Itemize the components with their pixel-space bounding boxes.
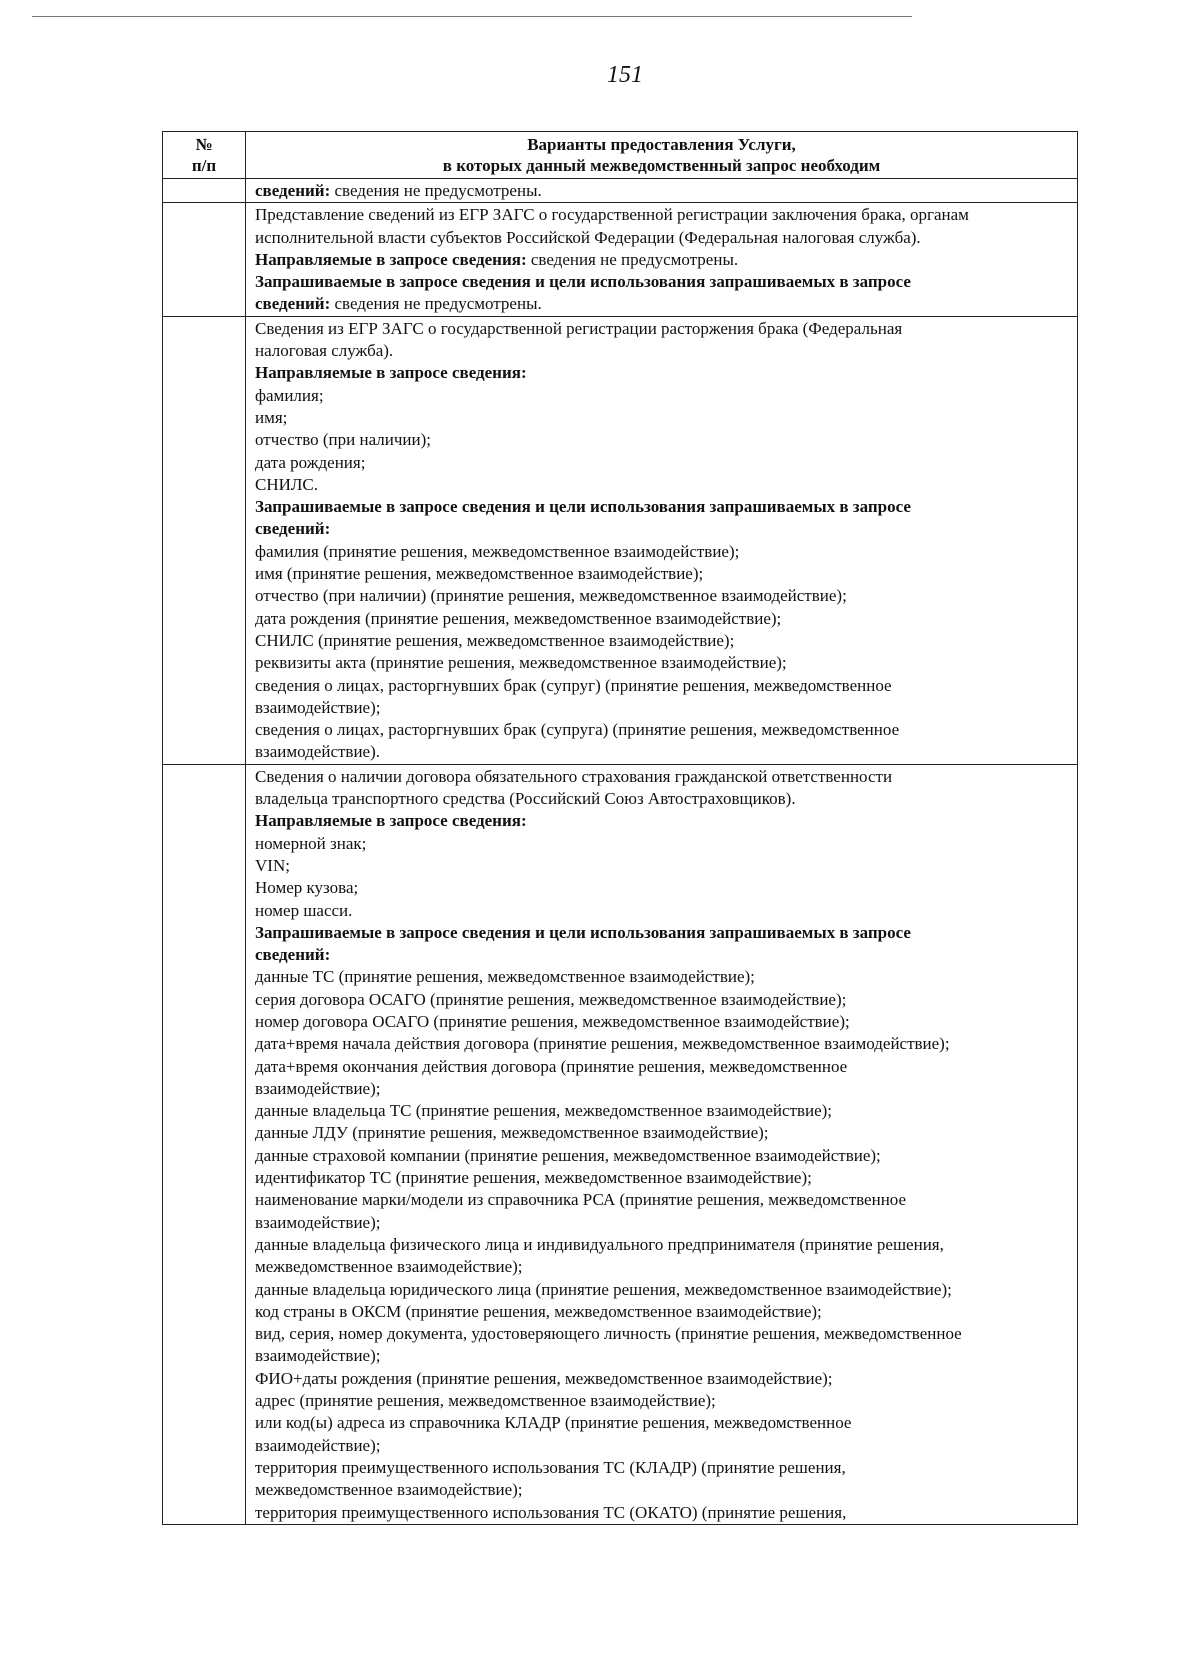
content-line [255, 741, 1071, 763]
content-line [255, 1502, 1071, 1524]
line-text: взаимодействие); [255, 1435, 381, 1455]
content-line [255, 585, 1071, 607]
content-line [255, 318, 1071, 340]
bold-label: сведений: [255, 294, 331, 314]
line-text: дата+время начала действия договора (принятие решения, межведомственное взаимодействие); [255, 1034, 950, 1054]
content-line [255, 1167, 1071, 1189]
table-row [163, 316, 1078, 764]
content-line [255, 810, 1071, 832]
header-num [163, 132, 246, 179]
row-number-cell [163, 764, 246, 1524]
content-line [255, 1189, 1071, 1211]
content-line [255, 1412, 1071, 1434]
table-row [163, 203, 1078, 316]
content-line [255, 1212, 1071, 1234]
line-text: сведения не предусмотрены. [526, 249, 739, 269]
content-line [255, 340, 1071, 362]
line-text: Сведения о наличии договора обязательного страхования гражданской ответственности [255, 766, 893, 786]
line-text: СНИЛС (принятие решения, межведомственное взаимодействие); [255, 630, 735, 650]
line-text: фамилия; [255, 385, 324, 405]
page-number: 151 [607, 62, 643, 88]
content-line [255, 429, 1071, 451]
line-text: данные владельца юридического лица (принятие решения, межведомственное взаимодействие); [255, 1279, 952, 1299]
content-line [255, 922, 1071, 944]
content-line [255, 293, 1071, 315]
line-text: сведения о лицах, расторгнувших брак (супруга) (принятие решения, межведомственное [255, 720, 900, 740]
content-line [255, 877, 1071, 899]
line-text: серия договора ОСАГО (принятие решения, межведомственное взаимодействие); [255, 989, 847, 1009]
line-text: взаимодействие); [255, 1346, 381, 1366]
bold-label: Запрашиваемые в запросе сведения и цели использования запрашиваемых в запросе [255, 922, 911, 942]
line-text: данные ЛДУ (принятие решения, межведомственное взаимодействие); [255, 1123, 769, 1143]
bold-label: Запрашиваемые в запросе сведения и цели использования запрашиваемых в запросе [255, 497, 911, 517]
line-text: Представление сведений из ЕГР ЗАГС о государственной регистрации заключения брака, органам [255, 205, 969, 225]
bold-label: Запрашиваемые в запросе сведения и цели использования запрашиваемых в запросе [255, 272, 911, 292]
header-num-line2: п/п [191, 156, 217, 175]
content-line [255, 944, 1071, 966]
line-text: номер договора ОСАГО (принятие решения, межведомственное взаимодействие); [255, 1011, 850, 1031]
content-line [255, 385, 1071, 407]
line-text: данные страховой компании (принятие решения, межведомственное взаимодействие); [255, 1145, 881, 1165]
line-text: взаимодействие). [255, 742, 381, 762]
content-line [255, 1100, 1071, 1122]
header-title-line2: в которых данный межведомственный запрос необходим [442, 156, 881, 175]
content-line [255, 697, 1071, 719]
bold-label: сведений: [255, 519, 331, 539]
content-line [255, 1279, 1071, 1301]
line-text: дата+время окончания действия договора (принятие решения, межведомственное [255, 1056, 848, 1076]
content-line [255, 1011, 1071, 1033]
line-text: межведомственное взаимодействие); [255, 1257, 523, 1277]
row-number-cell [163, 203, 246, 316]
row-number-cell [163, 179, 246, 203]
line-text: взаимодействие); [255, 697, 381, 717]
content-line [255, 855, 1071, 877]
line-text: фамилия (принятие решения, межведомственное взаимодействие); [255, 541, 740, 561]
line-text: дата рождения; [255, 452, 366, 472]
content-line [255, 766, 1071, 788]
line-text: или код(ы) адреса из справочника КЛАДР (принятие решения, межведомственное [255, 1413, 852, 1433]
header-num-line1: № [195, 135, 213, 154]
line-text: владельца транспортного средства (Российский Союз Автостраховщиков). [255, 789, 796, 809]
content-line [255, 1435, 1071, 1457]
line-text: СНИЛС. [255, 474, 319, 494]
content-line [255, 1390, 1071, 1412]
bold-label: Направляемые в запросе сведения: [255, 811, 527, 831]
header-title [246, 132, 1078, 179]
row-content-cell [246, 179, 1078, 203]
line-text: данные владельца ТС (принятие решения, межведомственное взаимодействие); [255, 1101, 833, 1121]
line-text: взаимодействие); [255, 1212, 381, 1232]
services-table [162, 131, 1078, 1525]
content-line [255, 474, 1071, 496]
content-line [255, 1122, 1071, 1144]
line-text: наименование марки/модели из справочника РСА (принятие решения, межведомственное [255, 1190, 907, 1210]
content-line [255, 833, 1071, 855]
line-text: дата рождения (принятие решения, межведомственное взаимодействие); [255, 608, 782, 628]
line-text: VIN; [255, 855, 290, 875]
content-line [255, 541, 1071, 563]
line-text: реквизиты акта (принятие решения, межведомственное взаимодействие); [255, 653, 787, 673]
content-line [255, 1457, 1071, 1479]
row-content-cell [246, 203, 1078, 316]
line-text: имя; [255, 407, 288, 427]
content-line [255, 204, 1071, 226]
line-text: идентификатор ТС (принятие решения, межведомственное взаимодействие); [255, 1168, 812, 1188]
line-text: взаимодействие); [255, 1078, 381, 1098]
content-line [255, 362, 1071, 384]
line-text: вид, серия, номер документа, удостоверяющего личность (принятие решения, межведомственное [255, 1324, 962, 1344]
content-line [255, 966, 1071, 988]
content-line [255, 249, 1071, 271]
content-line [255, 407, 1071, 429]
bold-label: сведений: [255, 181, 331, 200]
line-text: налоговая служба). [255, 341, 394, 361]
line-text: код страны в ОКСМ (принятие решения, межведомственное взаимодействие); [255, 1301, 822, 1321]
line-text: данные владельца физического лица и индивидуального предпринимателя (принятие решения, [255, 1234, 944, 1254]
line-text: Сведения из ЕГР ЗАГС о государственной регистрации расторжения брака (Федеральная [255, 318, 903, 338]
table-row [163, 764, 1078, 1524]
row-content-cell [246, 316, 1078, 764]
content-line [255, 652, 1071, 674]
line-text: сведения не предусмотрены. [330, 294, 542, 314]
line-text: отчество (при наличии) (принятие решения, межведомственное взаимодействие); [255, 586, 847, 606]
content-line [255, 989, 1071, 1011]
line-text: номерной знак; [255, 833, 367, 853]
line-text: сведения о лицах, расторгнувших брак (супруг) (принятие решения, межведомственное [255, 675, 892, 695]
content-line [255, 608, 1071, 630]
content-line [255, 496, 1071, 518]
scan-top-rule [32, 16, 912, 17]
line-text: территория преимущественного использования ТС (ОКАТО) (принятие решения, [255, 1502, 847, 1522]
header-title-line1: Варианты предоставления Услуги, [527, 135, 796, 154]
line-text: ФИО+даты рождения (принятие решения, межведомственное взаимодействие); [255, 1368, 833, 1388]
line-text: территория преимущественного использования ТС (КЛАДР) (принятие решения, [255, 1457, 846, 1477]
row-content-cell [246, 764, 1078, 1524]
content-line [255, 1323, 1071, 1345]
content-line [255, 1078, 1071, 1100]
content-line [255, 563, 1071, 585]
table-row [163, 179, 1078, 203]
line-text: сведения не предусмотрены. [330, 181, 542, 200]
line-text: данные ТС (принятие решения, межведомственное взаимодействие); [255, 967, 755, 987]
content-line [255, 788, 1071, 810]
content-line [255, 452, 1071, 474]
line-text: межведомственное взаимодействие); [255, 1480, 523, 1500]
content-line [255, 1056, 1071, 1078]
content-line [255, 1479, 1071, 1501]
line-text: имя (принятие решения, межведомственное взаимодействие); [255, 564, 704, 584]
bold-label: Направляемые в запросе сведения: [255, 363, 527, 383]
content-line [255, 518, 1071, 540]
content-line [255, 271, 1071, 293]
bold-label: сведений: [255, 945, 331, 965]
content-line [255, 1301, 1071, 1323]
content-line [255, 1256, 1071, 1278]
content-line [255, 630, 1071, 652]
line-text: Номер кузова; [255, 878, 359, 898]
content-line [255, 675, 1071, 697]
line-text: номер шасси. [255, 900, 353, 920]
content-line [255, 1033, 1071, 1055]
content-line [255, 1234, 1071, 1256]
content-line [255, 1145, 1071, 1167]
line-text: отчество (при наличии); [255, 430, 431, 450]
row-number-cell [163, 316, 246, 764]
content-line [255, 1345, 1071, 1367]
bold-label: Направляемые в запросе сведения: [255, 249, 527, 269]
content-line [255, 180, 1071, 202]
line-text: адрес (принятие решения, межведомственное взаимодействие); [255, 1391, 716, 1411]
content-line [255, 1368, 1071, 1390]
table-header-row [163, 132, 1078, 179]
content-line [255, 719, 1071, 741]
content-line [255, 900, 1071, 922]
line-text: исполнительной власти субъектов Российской Федерации (Федеральная налоговая служба). [255, 227, 921, 247]
content-line [255, 227, 1071, 249]
